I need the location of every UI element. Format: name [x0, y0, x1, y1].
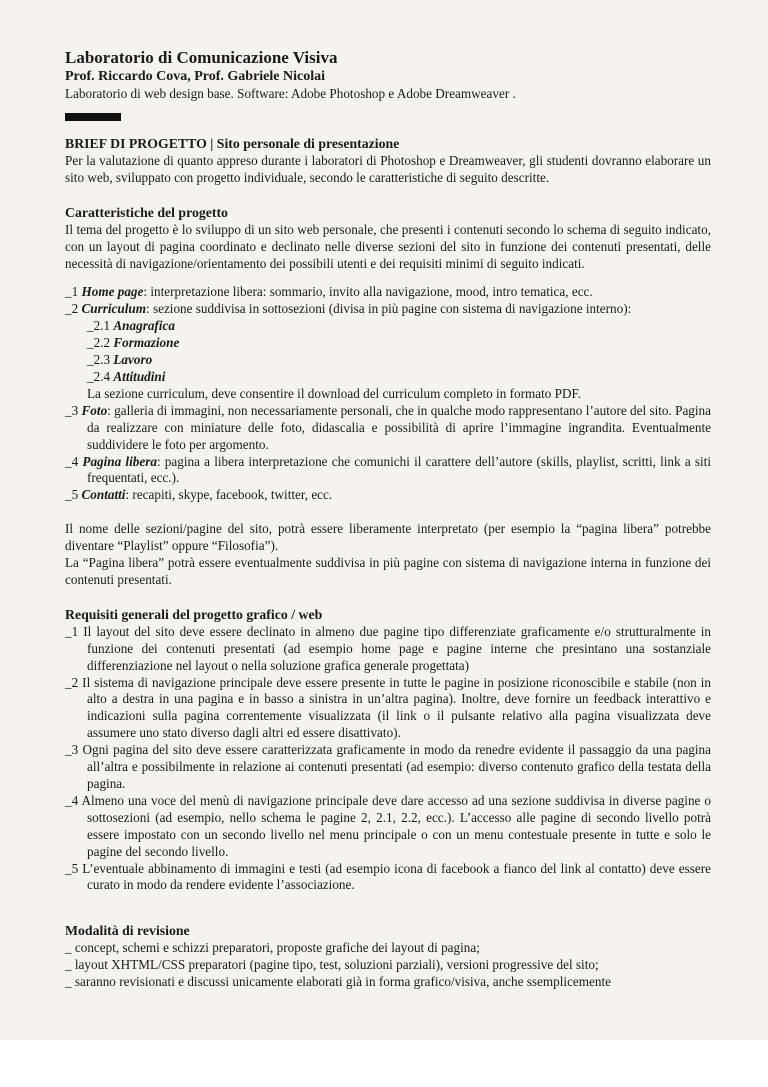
list-item: _4 Pagina libera: pagina a libera interpretazione che comunichi il carattere dell’autore (skills, playlist, scritti, link a siti frequentati, ecc.).: [65, 453, 711, 486]
list-item: _2 Curriculum: sezione suddivisa in sottosezioni (divisa in più pagine con sistema di navigazione interno):: [65, 301, 632, 317]
revision-item: _ layout XHTML/CSS preparatori (pagine tipo, test, soluzioni parziali), versioni progressive del sito;: [65, 957, 599, 973]
brief-heading: BRIEF DI PROGETTO | Sito personale di presentazione: [65, 135, 400, 151]
curriculum-note: La sezione curriculum, deve consentire il download del curriculum completo in formato PDF.: [87, 385, 582, 401]
document-subtitle: Laboratorio di web design base. Software: Adobe Photoshop e Adobe Dreamweaver .: [65, 86, 516, 101]
requirement-item: _3 Ogni pagina del sito deve essere caratterizzata graficamente in modo da renedre evidente il passaggio da una pagina all’altra e possibilmente in relazione ai contenuti presentati (ad esempio: diverso contenuto grafico della testata della pagina.: [65, 742, 711, 791]
sub-list-item: _2.1 Anagrafica: [87, 318, 175, 334]
sections-note: Il nome delle sezioni/pagine del sito, potrà essere liberamente interpretato (per esempio la “pagina libera” potrebbe diventare “Playlist” oppure “Filosofia”).: [65, 521, 711, 554]
brief-text: Per la valutazione di quanto appreso durante i laboratori di Photoshop e Dreamweaver, gli studenti dovranno elaborare un sito web, sviluppato con progetto individuale, secondo le caratteristiche di seguito descritte.: [65, 152, 711, 185]
caratteristiche-intro: Il tema del progetto è lo sviluppo di un sito web personale, che presenti i contenuti secondo lo schema di seguito indicato, con un layout di pagina coordinato e declinato nelle diverse sezioni del sito in funzione dei contenuti presentati, delle necessità di navigazione/orientamento dei possibili utenti e dei requisiti minimi di seguito indicati.: [65, 221, 711, 271]
caratteristiche-heading: Caratteristiche del progetto: [65, 204, 228, 220]
document-content: [65, 48, 711, 991]
revision-item: _ concept, schemi e schizzi preparatori, proposte grafiche dei layout di pagina;: [65, 940, 480, 956]
requisiti-heading: Requisiti generali del progetto grafico / web: [65, 606, 323, 622]
sub-list-item: _2.4 Attitudini: [87, 368, 166, 384]
requirement-item: _4 Almeno una voce del menù di navigazione principale deve dare accesso ad una sezione suddivisa in diverse pagine o sottosezioni (ad esempio, nello schema le pagine 2, 2.1, 2.2, ecc.). L’accesso alle pagine di secondo livello potrà essere impostato con un secondo livello nel menu principale o con un menu contestuale presente in tutte e solo le pagine del secondo livello.: [65, 792, 711, 859]
list-item: _3 Foto: galleria di immagini, non necessariamente personali, che in qualche modo rappresentano l’autore del sito. Pagina da realizzare con miniature delle foto, didascalia e possibilità di aprire l’immagine ingrandita. Eventualmente suddividere le foto per argomento.: [65, 402, 712, 452]
sub-list-item: _2.2 Formazione: [87, 335, 180, 351]
sub-list-item: _2.3 Lavoro: [87, 352, 153, 368]
requirement-item: _5 L’eventuale abbinamento di immagini e testi (ad esempio icona di facebook a fianco del link al contatto) deve essere curato in modo da rendere evidente l’associazione.: [65, 860, 711, 893]
professors-line: Prof. Riccardo Cova, Prof. Gabriele Nicolai: [65, 69, 325, 84]
list-item: _1 Home page: interpretazione libera: sommario, invito alla navigazione, mood, intro tematica, ecc.: [65, 284, 593, 300]
document-title: Laboratorio di Comunicazione Visiva: [65, 48, 338, 67]
revisione-heading: Modalità di revisione: [65, 923, 190, 939]
requirement-item: _1 Il layout del sito deve essere declinato in almeno due pagine tipo differenziate graficamente e/o strutturalmente in funzione dei contenuti presentati (ad esempio home page e pagine interne che presintano una sostanziale differenziazione nel layout o nella soluzione grafica generale progettata): [65, 623, 712, 673]
black-bar-divider: [65, 113, 121, 121]
pagina-libera-note: La “Pagina libera” potrà essere eventualmente suddivisa in più pagine con sistema di navigazione interna in funzione dei contenuti presentati.: [65, 555, 711, 587]
list-item: _5 Contatti: recapiti, skype, facebook, twitter, ecc.: [65, 487, 333, 503]
revision-item: _ saranno revisionati e discussi unicamente elaborati già in forma grafico/visiva, anche ssemplicemente: [65, 974, 611, 990]
requirement-item: _2 Il sistema di navigazione principale deve essere presente in tutte le pagine in posizione riconoscibile e stabile (non in alto a destra in una pagina e in basso a sinistra in un’altra pagina). Inoltre, deve fornire un feedback interattivo e indicazioni sulla pagina correntemente visualizzata (il link o il pulsante relativo alla pagina visualizzata deve assumere uno stato diverso dagli altri ed essere disattivato).: [65, 674, 712, 741]
